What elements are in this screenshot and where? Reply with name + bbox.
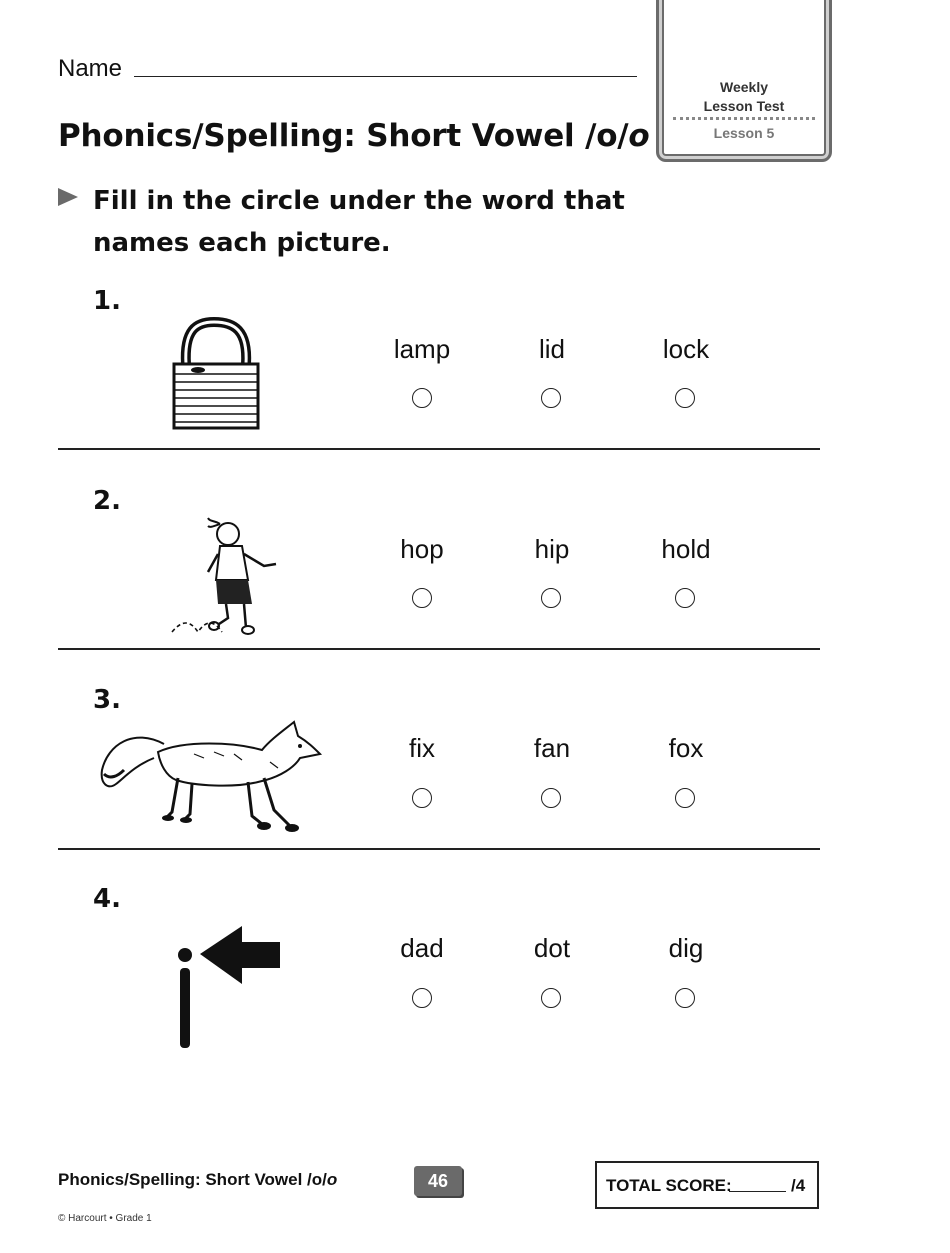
answer-bubble[interactable] (541, 588, 561, 608)
question-number: 2. (93, 486, 121, 516)
choice-word: fan (533, 733, 571, 763)
tab-lesson-number: Lesson 5 (713, 125, 775, 141)
padlock-picture (168, 316, 264, 434)
divider (58, 448, 820, 450)
lesson-tab (656, 0, 832, 162)
answer-bubble[interactable] (675, 588, 695, 608)
answer-bubble[interactable] (412, 988, 432, 1008)
choice-word: lock (662, 334, 710, 364)
choice-word: dot (533, 933, 571, 963)
answer-bubble[interactable] (675, 988, 695, 1008)
triangle-bullet-icon (58, 188, 80, 210)
question-number: 1. (93, 286, 121, 316)
dot-arrow-picture (170, 922, 286, 1052)
tab-divider (673, 117, 815, 120)
choice-word: lid (538, 334, 565, 364)
name-label: Name (58, 55, 123, 82)
hopping-girl-picture (168, 514, 288, 638)
choice-word: hop (400, 534, 444, 564)
tab-weekly: Weekly (720, 79, 768, 95)
question-number: 4. (93, 884, 121, 914)
answer-bubble[interactable] (412, 788, 432, 808)
page-number: 46 (414, 1166, 462, 1196)
choice-word: fix (409, 733, 435, 763)
total-score-label: TOTAL SCORE: (606, 1176, 732, 1195)
total-score-field[interactable] (729, 1191, 786, 1192)
answer-bubble[interactable] (541, 988, 561, 1008)
answer-bubble[interactable] (412, 588, 432, 608)
divider (58, 848, 820, 850)
choice-word: hold (661, 534, 711, 564)
page-title-main: Phonics/Spelling: Short Vowel /o/ (58, 118, 629, 154)
footer-title-italic: o (326, 1170, 338, 1189)
answer-bubble[interactable] (541, 388, 561, 408)
question-number: 3. (93, 685, 121, 715)
divider (58, 648, 820, 650)
footer-title (58, 1170, 337, 1190)
answer-bubble[interactable] (675, 388, 695, 408)
total-score-max: /4 (791, 1176, 806, 1195)
answer-bubble[interactable] (541, 788, 561, 808)
choice-word: fox (668, 733, 704, 763)
choice-word: dad (400, 933, 444, 963)
name-field[interactable] (134, 76, 637, 77)
footer-title-main: Phonics/Spelling: Short Vowel /o/ (58, 1170, 327, 1189)
tab-lesson-test: Lesson Test (703, 98, 785, 114)
copyright: © Harcourt • Grade 1 (58, 1213, 152, 1224)
answer-bubble[interactable] (675, 788, 695, 808)
fox-picture (94, 714, 324, 838)
page-title (58, 118, 650, 154)
answer-bubble[interactable] (412, 388, 432, 408)
instructions: Fill in the circle under the word that names each picture. (93, 186, 625, 258)
choice-word: dig (668, 933, 704, 963)
choice-word: lamp (393, 334, 451, 364)
page-title-italic: o (628, 118, 650, 154)
choice-word: hip (534, 534, 570, 564)
